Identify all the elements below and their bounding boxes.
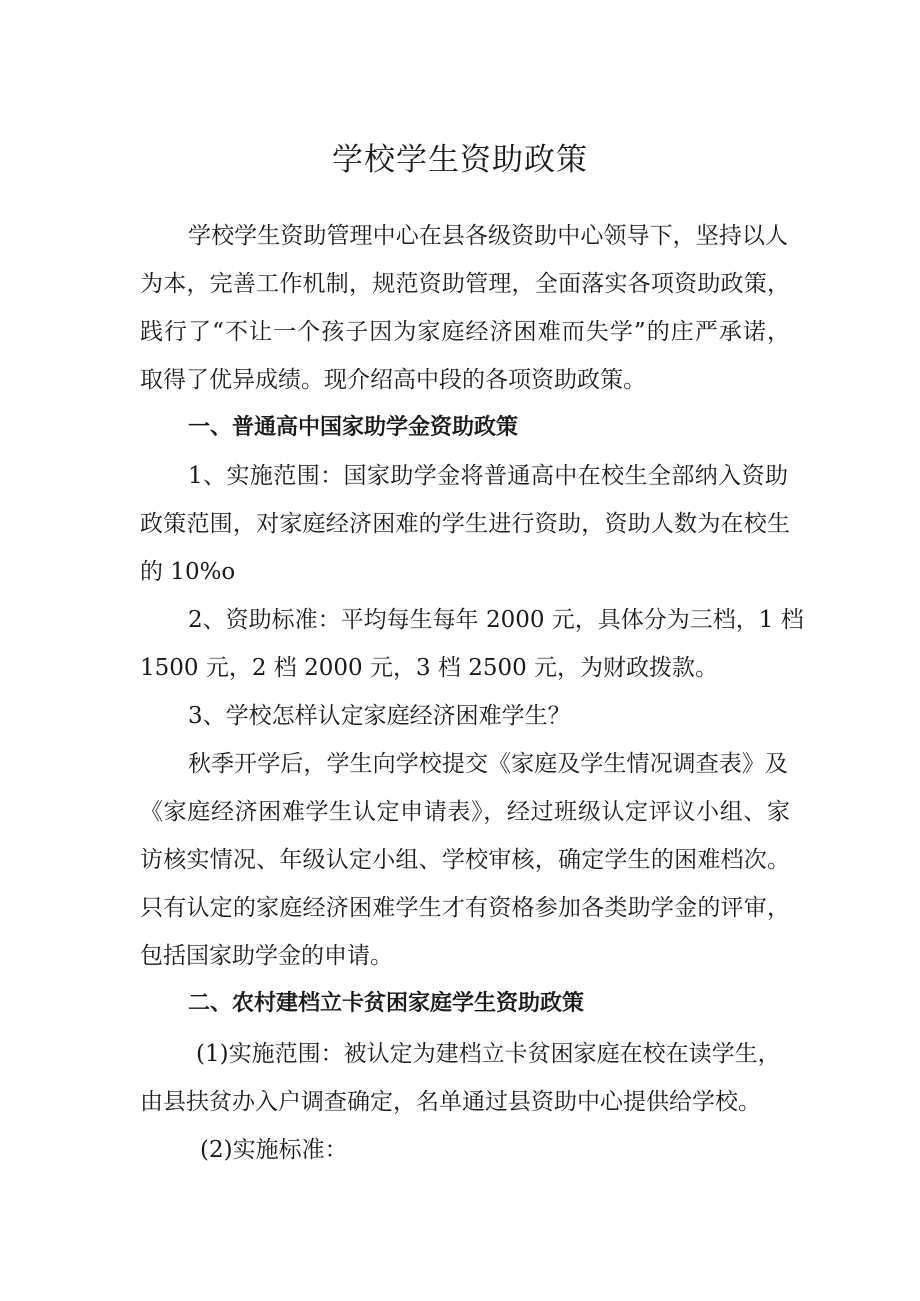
paragraph-line: 访核实情况、年级认定小组、学校审核，确定学生的困难档次。 — [140, 847, 790, 873]
paragraph-line: 包括国家助学金的申请。 — [140, 943, 393, 969]
paragraph-line: 1500 元，2 档 2000 元，3 档 2500 元，为财政拨款。 — [140, 655, 719, 681]
paragraph-line: 学校学生资助管理中心在县各级资助中心领导下，坚持以人 — [188, 223, 788, 249]
paragraph-line: 政策范围，对家庭经济困难的学生进行资助，资助人数为在校生 — [140, 511, 790, 537]
paragraph-line: (2)实施标准： — [200, 1137, 348, 1163]
paragraph-line: 1、实施范围：国家助学金将普通高中在校生全部纳入资助 — [188, 463, 788, 489]
paragraph-line: 秋季开学后，学生向学校提交《家庭及学生情况调查表》及 — [188, 751, 788, 777]
page-title: 学校学生资助政策 — [332, 142, 588, 178]
section-heading: 一、普通高中国家助学金资助政策 — [188, 415, 519, 440]
paragraph-line: 2、资助标准：平均每生每年 2000 元，具体分为三档，1 档 — [188, 607, 804, 633]
paragraph-line: 的 10%o — [140, 559, 236, 585]
paragraph-line: 3、学校怎样认定家庭经济困难学生？ — [188, 703, 571, 729]
paragraph-line: (1)实施范围：被认定为建档立卡贫困家庭在校在读学生， — [196, 1041, 781, 1067]
paragraph-line: 为本，完善工作机制，规范资助管理，全面落实各项资助政策， — [140, 271, 790, 297]
paragraph-line: 践行了“不让一个孩子因为家庭经济困难而失学”的庄严承诺， — [140, 319, 790, 345]
paragraph-line: 由县扶贫办入户调查确定，名单通过县资助中心提供给学校。 — [140, 1089, 761, 1115]
section-heading: 二、农村建档立卡贫困家庭学生资助政策 — [188, 991, 585, 1016]
paragraph-line: 《家庭经济困难学生认定申请表》，经过班级认定评议小组、家 — [140, 799, 790, 825]
paragraph-line: 只有认定的家庭经济困难学生才有资格参加各类助学金的评审， — [140, 895, 790, 921]
paragraph-line: 取得了优异成绩。现介绍高中段的各项资助政策。 — [140, 367, 646, 393]
